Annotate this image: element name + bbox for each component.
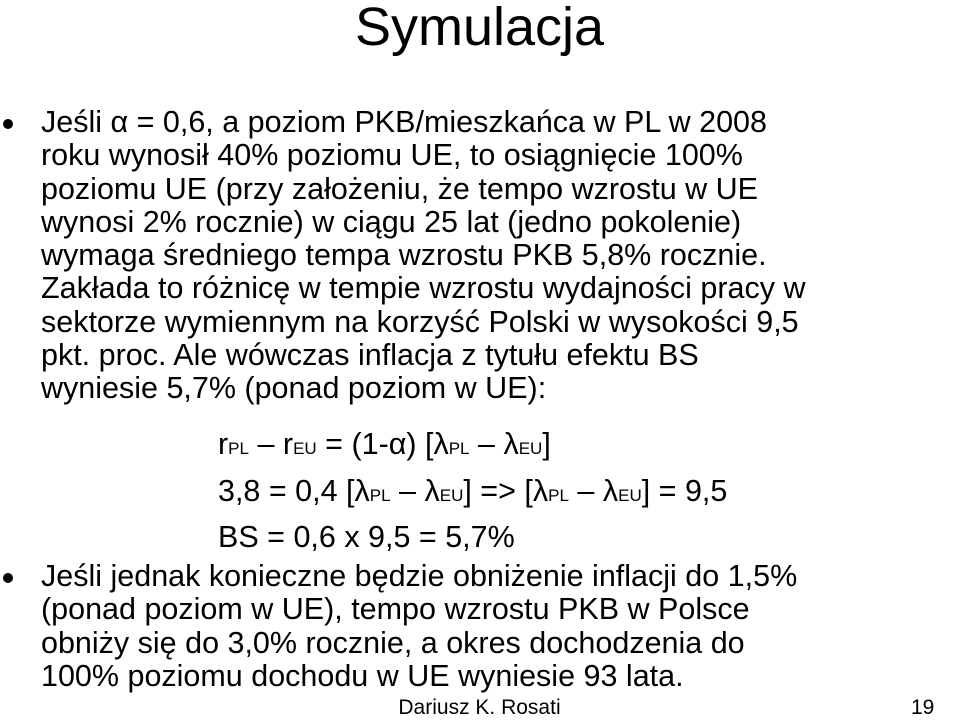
- page-number: 19: [911, 696, 935, 719]
- text-line: poziomu UE (przy założeniu, że tempo wzrostu w UE: [41, 171, 759, 206]
- footer-author: Dariusz K. Rosati: [398, 696, 561, 719]
- text-line: obniży się do 3,0% rocznie, a okres dochodzenia do: [41, 625, 745, 660]
- text-line: 100% poziomu dochodu w UE wyniesie 93 lata.: [41, 658, 684, 693]
- bullet-text-2: [41, 560, 797, 693]
- bullet-marker-1: [3, 119, 13, 129]
- equation-1: rPL – rEU = (1-α) [λPL – λEU]: [218, 427, 551, 461]
- text-line: pkt. proc. Ale wówczas inflacja z tytułu efektu BS: [41, 338, 699, 373]
- equation-2: 3,8 = 0,4 [λPL – λEU] => [λPL – λEU] = 9,5: [218, 474, 728, 508]
- text-line: roku wynosił 40% poziomu UE, to osiągnięcie 100%: [41, 138, 743, 173]
- bullet-marker-2: [3, 573, 13, 583]
- text-line: Jeśli α = 0,6, a poziom PKB/mieszkańca w PL w 2008: [41, 105, 767, 139]
- text-line: wynosi 2% rocznie) w ciągu 25 lat (jedno pokolenie): [41, 204, 742, 239]
- equation-3: BS = 0,6 x 9,5 = 5,7%: [218, 520, 515, 554]
- bullet-text-1: [41, 106, 806, 406]
- text-line: (ponad poziom w UE), tempo wzrostu PKB w Polsce: [41, 592, 750, 627]
- text-line: wyniesie 5,7% (ponad poziom w UE):: [41, 371, 547, 406]
- text-line: Zakłada to różnicę w tempie wzrostu wydajności pracy w: [41, 271, 806, 306]
- text-line: sektorze wymiennym na korzyść Polski w wysokości 9,5: [41, 304, 799, 339]
- slide-title: Symulacja: [354, 0, 605, 57]
- text-line: wymaga średniego tempa wzrostu PKB 5,8% rocznie.: [41, 238, 767, 273]
- text-line: Jeśli jednak konieczne będzie obniżenie inflacji do 1,5%: [41, 559, 798, 593]
